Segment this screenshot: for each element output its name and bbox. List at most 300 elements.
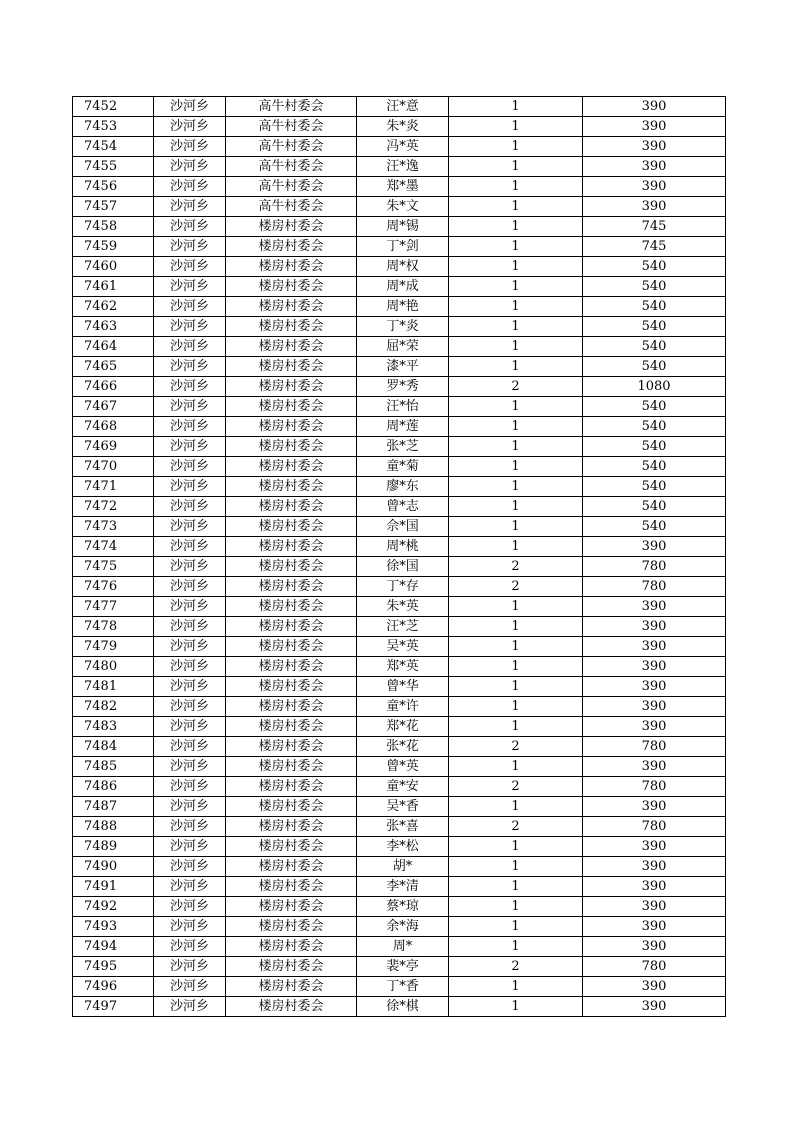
count-cell: 1 <box>449 197 583 217</box>
row-id: 7457 <box>73 197 154 217</box>
amount-cell: 540 <box>583 517 726 537</box>
village-cell: 高牛村委会 <box>226 117 357 137</box>
count-cell: 2 <box>449 737 583 757</box>
village-cell: 高牛村委会 <box>226 177 357 197</box>
row-id: 7481 <box>73 677 154 697</box>
township-cell: 沙河乡 <box>154 337 226 357</box>
count-cell: 1 <box>449 237 583 257</box>
row-id: 7489 <box>73 837 154 857</box>
table-row <box>73 957 726 977</box>
amount-cell: 390 <box>583 117 726 137</box>
village-cell: 高牛村委会 <box>226 137 357 157</box>
row-id: 7462 <box>73 297 154 317</box>
row-id: 7496 <box>73 977 154 997</box>
amount-cell: 780 <box>583 817 726 837</box>
amount-cell: 390 <box>583 977 726 997</box>
amount-cell: 390 <box>583 197 726 217</box>
name-cell: 屈*荣 <box>357 337 449 357</box>
table-row <box>73 917 726 937</box>
village-cell: 楼房村委会 <box>226 777 357 797</box>
village-cell: 楼房村委会 <box>226 797 357 817</box>
name-cell: 周*桃 <box>357 537 449 557</box>
count-cell: 2 <box>449 577 583 597</box>
table-row <box>73 877 726 897</box>
table-row <box>73 737 726 757</box>
count-cell: 1 <box>449 597 583 617</box>
amount-cell: 390 <box>583 917 726 937</box>
township-cell: 沙河乡 <box>154 757 226 777</box>
row-id: 7453 <box>73 117 154 137</box>
row-id: 7475 <box>73 557 154 577</box>
count-cell: 2 <box>449 777 583 797</box>
amount-cell: 540 <box>583 337 726 357</box>
row-id: 7493 <box>73 917 154 937</box>
row-id: 7454 <box>73 137 154 157</box>
count-cell: 1 <box>449 797 583 817</box>
count-cell: 1 <box>449 657 583 677</box>
amount-cell: 390 <box>583 97 726 117</box>
count-cell: 1 <box>449 357 583 377</box>
township-cell: 沙河乡 <box>154 697 226 717</box>
name-cell: 漆*平 <box>357 357 449 377</box>
amount-cell: 1080 <box>583 377 726 397</box>
name-cell: 汪*怡 <box>357 397 449 417</box>
amount-cell: 780 <box>583 577 726 597</box>
name-cell: 周*权 <box>357 257 449 277</box>
count-cell: 1 <box>449 837 583 857</box>
township-cell: 沙河乡 <box>154 837 226 857</box>
village-cell: 高牛村委会 <box>226 97 357 117</box>
township-cell: 沙河乡 <box>154 297 226 317</box>
township-cell: 沙河乡 <box>154 397 226 417</box>
village-cell: 楼房村委会 <box>226 717 357 737</box>
row-id: 7486 <box>73 777 154 797</box>
name-cell: 张*芝 <box>357 437 449 457</box>
row-id: 7456 <box>73 177 154 197</box>
amount-cell: 540 <box>583 277 726 297</box>
row-id: 7480 <box>73 657 154 677</box>
name-cell: 吴*香 <box>357 797 449 817</box>
township-cell: 沙河乡 <box>154 897 226 917</box>
name-cell: 周*艳 <box>357 297 449 317</box>
amount-cell: 780 <box>583 557 726 577</box>
township-cell: 沙河乡 <box>154 677 226 697</box>
count-cell: 1 <box>449 937 583 957</box>
row-id: 7466 <box>73 377 154 397</box>
row-id: 7488 <box>73 817 154 837</box>
row-id: 7485 <box>73 757 154 777</box>
row-id: 7470 <box>73 457 154 477</box>
name-cell: 冯*英 <box>357 137 449 157</box>
name-cell: 汪*逸 <box>357 157 449 177</box>
village-cell: 楼房村委会 <box>226 337 357 357</box>
name-cell: 曾*英 <box>357 757 449 777</box>
name-cell: 汪*芝 <box>357 617 449 637</box>
table-row <box>73 797 726 817</box>
amount-cell: 390 <box>583 637 726 657</box>
village-cell: 楼房村委会 <box>226 597 357 617</box>
row-id: 7461 <box>73 277 154 297</box>
records-table-body <box>73 97 726 1017</box>
village-cell: 楼房村委会 <box>226 757 357 777</box>
amount-cell: 540 <box>583 397 726 417</box>
table-row <box>73 157 726 177</box>
village-cell: 楼房村委会 <box>226 817 357 837</box>
name-cell: 童*安 <box>357 777 449 797</box>
amount-cell: 540 <box>583 417 726 437</box>
name-cell: 胡* <box>357 857 449 877</box>
village-cell: 楼房村委会 <box>226 297 357 317</box>
name-cell: 徐*国 <box>357 557 449 577</box>
row-id: 7482 <box>73 697 154 717</box>
count-cell: 1 <box>449 997 583 1017</box>
name-cell: 童*许 <box>357 697 449 717</box>
name-cell: 蔡*琼 <box>357 897 449 917</box>
row-id: 7484 <box>73 737 154 757</box>
amount-cell: 390 <box>583 717 726 737</box>
township-cell: 沙河乡 <box>154 997 226 1017</box>
count-cell: 1 <box>449 717 583 737</box>
village-cell: 楼房村委会 <box>226 257 357 277</box>
village-cell: 楼房村委会 <box>226 277 357 297</box>
amount-cell: 540 <box>583 457 726 477</box>
name-cell: 徐*棋 <box>357 997 449 1017</box>
village-cell: 楼房村委会 <box>226 957 357 977</box>
township-cell: 沙河乡 <box>154 237 226 257</box>
row-id: 7476 <box>73 577 154 597</box>
amount-cell: 390 <box>583 757 726 777</box>
count-cell: 1 <box>449 877 583 897</box>
township-cell: 沙河乡 <box>154 257 226 277</box>
name-cell: 裴*亭 <box>357 957 449 977</box>
name-cell: 周*莲 <box>357 417 449 437</box>
row-id: 7477 <box>73 597 154 617</box>
village-cell: 楼房村委会 <box>226 477 357 497</box>
row-id: 7463 <box>73 317 154 337</box>
township-cell: 沙河乡 <box>154 457 226 477</box>
table-row <box>73 497 726 517</box>
village-cell: 楼房村委会 <box>226 397 357 417</box>
village-cell: 楼房村委会 <box>226 657 357 677</box>
row-id: 7474 <box>73 537 154 557</box>
table-row <box>73 457 726 477</box>
amount-cell: 745 <box>583 217 726 237</box>
row-id: 7455 <box>73 157 154 177</box>
row-id: 7495 <box>73 957 154 977</box>
village-cell: 楼房村委会 <box>226 317 357 337</box>
township-cell: 沙河乡 <box>154 197 226 217</box>
table-row <box>73 97 726 117</box>
name-cell: 周*成 <box>357 277 449 297</box>
name-cell: 丁*炎 <box>357 317 449 337</box>
count-cell: 1 <box>449 457 583 477</box>
table-row <box>73 857 726 877</box>
township-cell: 沙河乡 <box>154 437 226 457</box>
village-cell: 楼房村委会 <box>226 377 357 397</box>
count-cell: 1 <box>449 857 583 877</box>
count-cell: 1 <box>449 397 583 417</box>
count-cell: 1 <box>449 257 583 277</box>
township-cell: 沙河乡 <box>154 577 226 597</box>
table-row <box>73 577 726 597</box>
row-id: 7473 <box>73 517 154 537</box>
name-cell: 朱*文 <box>357 197 449 217</box>
count-cell: 1 <box>449 297 583 317</box>
amount-cell: 390 <box>583 537 726 557</box>
table-row <box>73 537 726 557</box>
row-id: 7467 <box>73 397 154 417</box>
table-row <box>73 997 726 1017</box>
name-cell: 郑*墨 <box>357 177 449 197</box>
table-row <box>73 417 726 437</box>
table-row <box>73 657 726 677</box>
village-cell: 楼房村委会 <box>226 937 357 957</box>
township-cell: 沙河乡 <box>154 157 226 177</box>
table-row <box>73 617 726 637</box>
row-id: 7487 <box>73 797 154 817</box>
township-cell: 沙河乡 <box>154 117 226 137</box>
village-cell: 高牛村委会 <box>226 157 357 177</box>
count-cell: 2 <box>449 557 583 577</box>
row-id: 7492 <box>73 897 154 917</box>
village-cell: 楼房村委会 <box>226 877 357 897</box>
name-cell: 曾*志 <box>357 497 449 517</box>
amount-cell: 390 <box>583 897 726 917</box>
count-cell: 1 <box>449 97 583 117</box>
table-row <box>73 897 726 917</box>
count-cell: 1 <box>449 117 583 137</box>
village-cell: 楼房村委会 <box>226 737 357 757</box>
name-cell: 周*锡 <box>357 217 449 237</box>
name-cell: 丁*剑 <box>357 237 449 257</box>
table-row <box>73 777 726 797</box>
township-cell: 沙河乡 <box>154 377 226 397</box>
amount-cell: 390 <box>583 797 726 817</box>
township-cell: 沙河乡 <box>154 557 226 577</box>
name-cell: 余*海 <box>357 917 449 937</box>
row-id: 7452 <box>73 97 154 117</box>
amount-cell: 540 <box>583 257 726 277</box>
township-cell: 沙河乡 <box>154 777 226 797</box>
township-cell: 沙河乡 <box>154 817 226 837</box>
count-cell: 1 <box>449 697 583 717</box>
table-row <box>73 517 726 537</box>
amount-cell: 540 <box>583 437 726 457</box>
amount-cell: 745 <box>583 237 726 257</box>
count-cell: 1 <box>449 897 583 917</box>
count-cell: 2 <box>449 377 583 397</box>
township-cell: 沙河乡 <box>154 417 226 437</box>
table-row <box>73 817 726 837</box>
township-cell: 沙河乡 <box>154 357 226 377</box>
table-row <box>73 197 726 217</box>
count-cell: 1 <box>449 977 583 997</box>
count-cell: 1 <box>449 617 583 637</box>
row-id: 7460 <box>73 257 154 277</box>
township-cell: 沙河乡 <box>154 657 226 677</box>
name-cell: 张*喜 <box>357 817 449 837</box>
village-cell: 楼房村委会 <box>226 237 357 257</box>
village-cell: 楼房村委会 <box>226 637 357 657</box>
village-cell: 楼房村委会 <box>226 697 357 717</box>
name-cell: 周* <box>357 937 449 957</box>
table-row <box>73 277 726 297</box>
count-cell: 1 <box>449 337 583 357</box>
name-cell: 朱*英 <box>357 597 449 617</box>
row-id: 7479 <box>73 637 154 657</box>
amount-cell: 390 <box>583 997 726 1017</box>
count-cell: 1 <box>449 437 583 457</box>
table-row <box>73 377 726 397</box>
village-cell: 楼房村委会 <box>226 997 357 1017</box>
township-cell: 沙河乡 <box>154 477 226 497</box>
township-cell: 沙河乡 <box>154 917 226 937</box>
name-cell: 郑*花 <box>357 717 449 737</box>
count-cell: 1 <box>449 157 583 177</box>
table-row <box>73 437 726 457</box>
township-cell: 沙河乡 <box>154 277 226 297</box>
table-row <box>73 237 726 257</box>
table-row <box>73 677 726 697</box>
count-cell: 1 <box>449 217 583 237</box>
village-cell: 楼房村委会 <box>226 857 357 877</box>
village-cell: 楼房村委会 <box>226 457 357 477</box>
amount-cell: 780 <box>583 737 726 757</box>
amount-cell: 540 <box>583 357 726 377</box>
township-cell: 沙河乡 <box>154 977 226 997</box>
village-cell: 楼房村委会 <box>226 837 357 857</box>
count-cell: 1 <box>449 277 583 297</box>
table-row <box>73 217 726 237</box>
village-cell: 楼房村委会 <box>226 617 357 637</box>
amount-cell: 390 <box>583 837 726 857</box>
row-id: 7471 <box>73 477 154 497</box>
village-cell: 楼房村委会 <box>226 537 357 557</box>
amount-cell: 390 <box>583 617 726 637</box>
village-cell: 楼房村委会 <box>226 897 357 917</box>
amount-cell: 540 <box>583 297 726 317</box>
row-id: 7497 <box>73 997 154 1017</box>
row-id: 7472 <box>73 497 154 517</box>
name-cell: 汪*意 <box>357 97 449 117</box>
name-cell: 李*清 <box>357 877 449 897</box>
row-id: 7478 <box>73 617 154 637</box>
table-row <box>73 177 726 197</box>
village-cell: 楼房村委会 <box>226 417 357 437</box>
name-cell: 佘*国 <box>357 517 449 537</box>
row-id: 7491 <box>73 877 154 897</box>
township-cell: 沙河乡 <box>154 137 226 157</box>
table-row <box>73 697 726 717</box>
amount-cell: 390 <box>583 177 726 197</box>
township-cell: 沙河乡 <box>154 97 226 117</box>
table-row <box>73 717 726 737</box>
village-cell: 楼房村委会 <box>226 497 357 517</box>
township-cell: 沙河乡 <box>154 217 226 237</box>
village-cell: 楼房村委会 <box>226 677 357 697</box>
township-cell: 沙河乡 <box>154 317 226 337</box>
amount-cell: 390 <box>583 877 726 897</box>
village-cell: 楼房村委会 <box>226 977 357 997</box>
row-id: 7483 <box>73 717 154 737</box>
count-cell: 2 <box>449 817 583 837</box>
township-cell: 沙河乡 <box>154 637 226 657</box>
table-row <box>73 137 726 157</box>
table-row <box>73 597 726 617</box>
table-row <box>73 937 726 957</box>
village-cell: 楼房村委会 <box>226 577 357 597</box>
township-cell: 沙河乡 <box>154 517 226 537</box>
name-cell: 廖*东 <box>357 477 449 497</box>
amount-cell: 390 <box>583 677 726 697</box>
records-table <box>72 96 726 1017</box>
name-cell: 李*松 <box>357 837 449 857</box>
name-cell: 丁*香 <box>357 977 449 997</box>
count-cell: 1 <box>449 317 583 337</box>
township-cell: 沙河乡 <box>154 617 226 637</box>
village-cell: 楼房村委会 <box>226 917 357 937</box>
township-cell: 沙河乡 <box>154 537 226 557</box>
amount-cell: 390 <box>583 157 726 177</box>
table-row <box>73 337 726 357</box>
count-cell: 1 <box>449 537 583 557</box>
table-row <box>73 357 726 377</box>
name-cell: 罗*秀 <box>357 377 449 397</box>
count-cell: 1 <box>449 917 583 937</box>
row-id: 7494 <box>73 937 154 957</box>
count-cell: 1 <box>449 477 583 497</box>
amount-cell: 390 <box>583 657 726 677</box>
count-cell: 1 <box>449 517 583 537</box>
name-cell: 童*菊 <box>357 457 449 477</box>
table-row <box>73 837 726 857</box>
township-cell: 沙河乡 <box>154 937 226 957</box>
table-row <box>73 477 726 497</box>
table-row <box>73 757 726 777</box>
count-cell: 1 <box>449 677 583 697</box>
table-row <box>73 117 726 137</box>
row-id: 7465 <box>73 357 154 377</box>
township-cell: 沙河乡 <box>154 797 226 817</box>
row-id: 7490 <box>73 857 154 877</box>
count-cell: 1 <box>449 497 583 517</box>
count-cell: 1 <box>449 137 583 157</box>
row-id: 7469 <box>73 437 154 457</box>
amount-cell: 780 <box>583 777 726 797</box>
township-cell: 沙河乡 <box>154 177 226 197</box>
name-cell: 郑*英 <box>357 657 449 677</box>
table-row <box>73 557 726 577</box>
amount-cell: 390 <box>583 937 726 957</box>
township-cell: 沙河乡 <box>154 957 226 977</box>
table-row <box>73 257 726 277</box>
township-cell: 沙河乡 <box>154 877 226 897</box>
village-cell: 楼房村委会 <box>226 217 357 237</box>
amount-cell: 540 <box>583 317 726 337</box>
count-cell: 1 <box>449 637 583 657</box>
amount-cell: 390 <box>583 697 726 717</box>
amount-cell: 390 <box>583 137 726 157</box>
name-cell: 吴*英 <box>357 637 449 657</box>
township-cell: 沙河乡 <box>154 597 226 617</box>
village-cell: 楼房村委会 <box>226 437 357 457</box>
table-row <box>73 977 726 997</box>
table-row <box>73 637 726 657</box>
amount-cell: 540 <box>583 497 726 517</box>
row-id: 7458 <box>73 217 154 237</box>
village-cell: 高牛村委会 <box>226 197 357 217</box>
township-cell: 沙河乡 <box>154 857 226 877</box>
